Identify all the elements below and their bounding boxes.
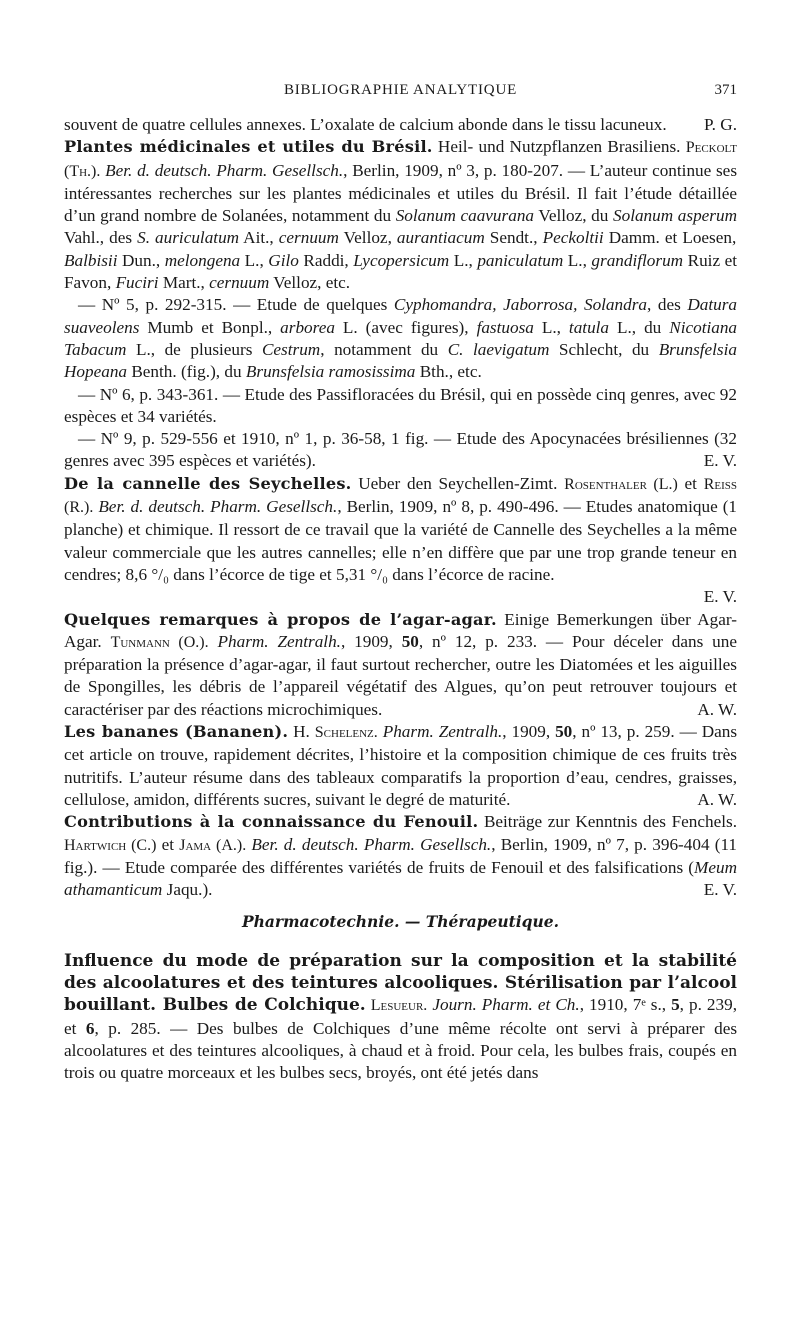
entry-title: Influence du mode de préparation sur la composition et la stabilité des alcoolatures et des teintures alcooliques. Stérilisation par l’alcool bouillant. Bulbes de Colchique. <box>64 950 737 1016</box>
journal: Pharm. Zentralh. <box>217 631 341 651</box>
entry-title: Les bananes (Bananen). <box>64 722 289 742</box>
author: Rosenthaler (L.) <box>564 475 678 493</box>
journal: Ber. d. deutsch. Pharm. Gesellsch. <box>98 497 338 517</box>
entry-title: De la cannelle des Seychelles. <box>64 473 352 493</box>
author: Schelenz. <box>314 724 378 742</box>
author: Jama (A.). <box>179 836 247 854</box>
signature: E. V. <box>703 880 737 900</box>
section-heading: Pharmacotechnie. — Thérapeutique. <box>241 912 560 932</box>
entry-fenouil: Contributions à la connaissance du Fenouil. Beiträge zur Kenntnis des Fenchels. Hartwich (C.) et Jama (A.). Ber. d. deutsch. Pharm. Gesellsch., Berlin, 1909, nº 7, p. 396-404 (11 fig.). — Etude comparée des différentes variétés de fruits de Fenouil et des falsifications (Meum athamanticum Jaqu.). E. V. <box>64 811 737 901</box>
entry-colchique: Influence du mode de préparation sur la composition et la stabilité des alcoolatures et des teintures alcooliques. Stérilisation par l’alcool bouillant. Bulbes de Colchique. Lesueur. Journ. Pharm. et Ch., 1910, 7ᵉ s., 5, p. 239, et 6, p. 285. — Des bulbes de Colchiques d’une même récolte ont servi à préparer des alcoolatures et des teintures alcooliques, à chaud et à froid. Pour cela, les bulbes frais, coupés en trois ou quatre morceaux et les bulbes secs, broyés, ont été jetés dans <box>64 950 738 1083</box>
journal: Pharm. Zentralh. <box>382 722 503 742</box>
entry-title: Quelques remarques à propos de l’agar-agar. <box>64 609 497 629</box>
author: Tunmann (O.). <box>110 633 209 651</box>
entry-sub-paragraph: — Nº 5, p. 292-315. — Etude de quelques Cyphomandra, Jaborrosa, Solandra, des Datura suaveolens Mumb et Bonpl., arborea L. (avec figures), fastuosa L., tatula L., du Nicotiana Tabacum L., de plusieurs Cestrum, notamment du C. laevigatum Schlecht, du Brunsfelsia Hopeana Benth. (fig.), du Brunsfelsia ramosissima Bth., etc. <box>64 295 738 382</box>
author: Hartwich (C.) <box>64 836 157 854</box>
entry-title: Plantes médicinales et utiles du Brésil. <box>64 137 433 157</box>
signature: A. W. <box>697 699 737 719</box>
entry-plantes-bresil: Plantes médicinales et utiles du Brésil. Heil- und Nutzpflanzen Brasiliens. Peckolt (Th.). Ber. d. deutsch. Pharm. Gesellsch., Berlin, 1909, nº 3, p. 180-207. — L’auteur continue ses intéressantes recherches sur les plantes médicinales et utiles du Brésil. Il fait l’étude détaillée d’un grand nombre de Solanées, notamment du Solanum caavurana Velloz, du Solanum asperum Vahl., des S. auriculatum Ait., cernuum Velloz, aurantiacum Sendt., Peckoltii Damm. et Loesen, Balbisii Dun., melongena L., Gilo Raddi, Lycopersicum L., paniculatum L., grandiflorum Ruiz et Favon, Fuciri Mart., cernuum Velloz, etc. <box>64 137 738 293</box>
entry-bananes: Les bananes (Bananen). H. Schelenz. Pharm. Zentralh., 1909, 50, nº 13, p. 259. — Dans cet article on trouve, rapidement décrites, l’histoire et la composition chimique de ces fruits très nutritifs. L’auteur résume dans des tableaux comparatifs la proportion d’eau, cendres, graisses, cellulose, amidon, différents sucres, suivant le degré de maturité. A. W. <box>64 721 737 811</box>
entry-sub-paragraph: — Nº 9, p. 529-556 et 1910, nº 1, p. 36-58, 1 fig. — Etude des Apocynacées brésiliennes (32 genres avec 395 espèces et variétés). E. V. <box>64 428 737 473</box>
author: Lesueur. <box>370 997 428 1015</box>
entry-agar: Quelques remarques à propos de l’agar-agar. Einige Bemerkungen über Agar-Agar. Tunmann (O.). Pharm. Zentralh., 1909, 50, nº 12, p. 233. — Pour déceler dans une préparation la présence d’agar-agar, il faut surtout rechercher, outre les Diatomées et les aiguilles de Spongilles, les débris de l’appareil végétatif des Algues, qu’on peut retrouver toujours et caractériser par des réactions microchimiques. A. W. <box>64 609 737 721</box>
body-text <box>64 114 737 1084</box>
signature: P. G. <box>704 115 737 134</box>
author: Peckolt (Th.). <box>64 139 737 180</box>
author: Reiss (R.). <box>64 475 738 517</box>
entry-cannelle: De la cannelle des Seychelles. Ueber den Seychellen-Zimt. Rosenthaler (L.) et Reiss (R.). Ber. d. deutsch. Pharm. Gesellsch., Berlin, 1909, nº 8, p. 490-496. — Etudes anatomique (1 planche) et chimique. Il ressort de ce travail que la variété de Cannelle des Seychelles a la même valeur commerciale que les autres cannelles; elle n’en diffère que par une trop grande teneur en cendres; 8,6 °/₀ dans l’écorce de tige et 5,31 °/₀ dans l’écorce de racine. E. V. <box>64 473 737 609</box>
journal: Ber. d. deutsch. Pharm. Gesellsch. <box>251 834 492 854</box>
running-head: BIBLIOGRAPHIE ANALYTIQUE <box>283 82 518 98</box>
journal: Ber. d. deutsch. Pharm. Gesellsch. <box>105 160 344 180</box>
entry-continuation: souvent de quatre cellules annexes. L’oxalate de calcium abonde dans le tissu lacuneux. P. G. <box>64 114 737 136</box>
page-number: 371 <box>714 82 737 98</box>
entry-title: Contributions à la connaissance du Fenouil. <box>64 812 479 832</box>
entry-sub-paragraph: — Nº 6, p. 343-361. — Etude des Passifloracées du Brésil, qui en possède cinq genres, avec 92 espèces et 34 variétés. <box>64 384 737 426</box>
signature: E. V. <box>703 587 737 607</box>
journal: Journ. Pharm. et Ch. <box>432 995 580 1015</box>
signature: A. W. <box>697 789 737 809</box>
signature: E. V. <box>703 451 737 471</box>
